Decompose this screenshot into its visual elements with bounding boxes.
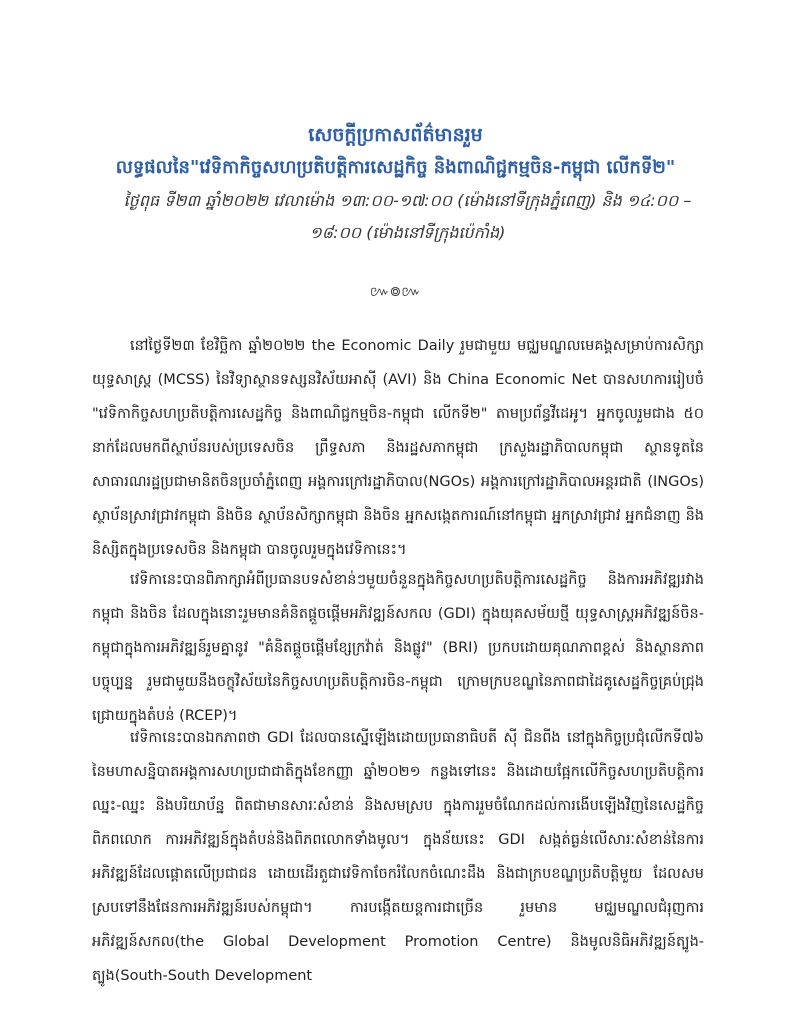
dateline: ថ្ងៃពុធ ទី២៣ ឆ្នាំ២០២២ វេលាម៉ោង ១៣:០០-១៧:០០ (ម៉ោងនៅទីក្រុងភ្នំពេញ) និង ១៤:០០ – ១៨:០០ (ម៉ោងនៅទីក្រុងប៉េកាំង) [123,191,692,242]
paragraph-3: វេទិកានេះបានឯកភាពថា GDI ដែលបានស្នើឡើងដោយប្រធានាធិបតី ស៊ី ជិនពីង នៅក្នុងកិច្ចប្រជុំលើកទី៧៦ នៃមហាសន្និបាតអង្គការសហប្រជាជាតិក្នុងខែកញ្ញា ឆ្នាំ២០២១ កន្លងទៅនេះ និងដោយផ្អែកលើកិច្ចសហប្រតិបត្តិការឈ្នះ-ឈ្នះ និងបរិយាប័ន្ន ពិតជាមានសារៈសំខាន់ និងសមស្រប ក្នុងការរួមចំណែកដល់ការងើបឡើងវិញនៃសេដ្ឋកិច្ចពិភពលោក ការអភិវឌ្ឍន៍ក្នុងតំបន់និងពិភពលោកទាំងមូល។ ក្នុងន័យនេះ GDI សង្កត់ធ្ងន់លើសារៈសំខាន់នៃការអភិវឌ្ឍន៍ដែលផ្តោតលើប្រជាជន ដោយដើរតួជាវេទិកាចែករំលែកចំណេះដឹង និងជាក្របខណ្ឌប្រតិបត្តិមួយ ដែលសមស្របទៅនឹងផែនការអភិវឌ្ឍន៍របស់កម្ពុជា។ ការបង្កើតយន្តការជាច្រើន រួមមាន មជ្ឈមណ្ឌលជំរុញការអភិវឌ្ឍន៍សកល(the Global Development Promotion Centre) និងមូលនិធិអភិវឌ្ឍន៍ត្បូង-ត្បូង(South-South Development [92,729,704,984]
paragraph-1: នៅថ្ងៃទី២៣ ខែវិច្ឆិកា ឆ្នាំ២០២២ the Economic Daily រួមជាមួយ មជ្ឈមណ្ឌលមេគង្គសម្រាប់ការសិក្សាយុទ្ធសាស្ត្រ (MCSS) នៃវិទ្យាស្ថានទស្សនវិស័យអាស៊ី (AVI) និង China Economic Net បានសហការរៀបចំ "វេទិកាកិច្ចសហប្រតិបត្តិការសេដ្ឋកិច្ច និងពាណិជ្ជកម្មចិន-កម្ពុជា លើកទី២" តាមប្រព័ន្ធវីដេអូ។ អ្នកចូលរួមជាង ៥០ នាក់ដែលមកពីស្ថាប័នរបស់ប្រទេសចិន ព្រឹទ្ធសភា និងរដ្ឋសភាកម្ពុជា ក្រសួងរដ្ឋាភិបាលកម្ពុជា ស្ថានទូតនៃសាធារណរដ្ឋប្រជាមានិតចិនប្រចាំភ្នំពេញ អង្គការក្រៅរដ្ឋាភិបាល(NGOs) អង្គការក្រៅរដ្ឋាភិបាលអន្តរជាតិ (INGOs) ស្ថាប័នស្រាវជ្រាវកម្ពុជា និងចិន ស្ថាប័នសិក្សាកម្ពុជា និងចិន អ្នកសង្កេតការណ៍នៅកម្ពុជា អ្នកស្រាវជ្រាវ អ្នកជំនាញ និងនិស្សិតក្នុងប្រទេសចិន និងកម្ពុជា បានចូលរួមក្នុងវេទិកានេះ។ [92,337,704,558]
document-title: សេចក្ដីប្រកាសព័ត៌មានរួម [308,124,483,146]
ornament-divider: ៚៙៚ [369,284,422,300]
document-subtitle: លទ្ធផលនៃ"វេទិកាកិច្ចសហប្រតិបត្តិការសេដ្ឋកិច្ច និងពាណិជ្ជកម្មចិន-កម្ពុជា លើកទី២" [115,157,676,178]
paragraph-2: វេទិកានេះបានពិភាក្សាអំពីប្រធានបទសំខាន់ៗមួយចំនួនក្នុងកិច្ចសហប្រតិបត្តិការសេដ្ឋកិច្ច និងការអភិវឌ្ឍរវាងកម្ពុជា និងចិន ដែលក្នុងនោះរួមមានគំនិតផ្តួចផ្តើមអភិវឌ្ឍន៍សកល (GDI) ក្នុងយុគសម័យថ្មី យុទ្ធសាស្ត្រអភិវឌ្ឍន៍ចិន-កម្ពុជាក្នុងការអភិវឌ្ឍន៍រួមគ្នានូវ "គំនិតផ្តួចផ្តើមខ្សែក្រវ៉ាត់ និងផ្លូវ" (BRI) ប្រកបដោយគុណភាពខ្ពស់ និងស្ថានភាពបច្ចុប្បន្ន រួមជាមួយនឹងចក្ខុវិស័យនៃកិច្ចសហប្រតិបត្តិការចិន-កម្ពុជា ក្រោមក្របខណ្ឌនៃភាពជាដៃគូសេដ្ឋកិច្ចគ្រប់ជ្រុងជ្រោយក្នុងតំបន់ (RCEP)។ [92,571,704,724]
